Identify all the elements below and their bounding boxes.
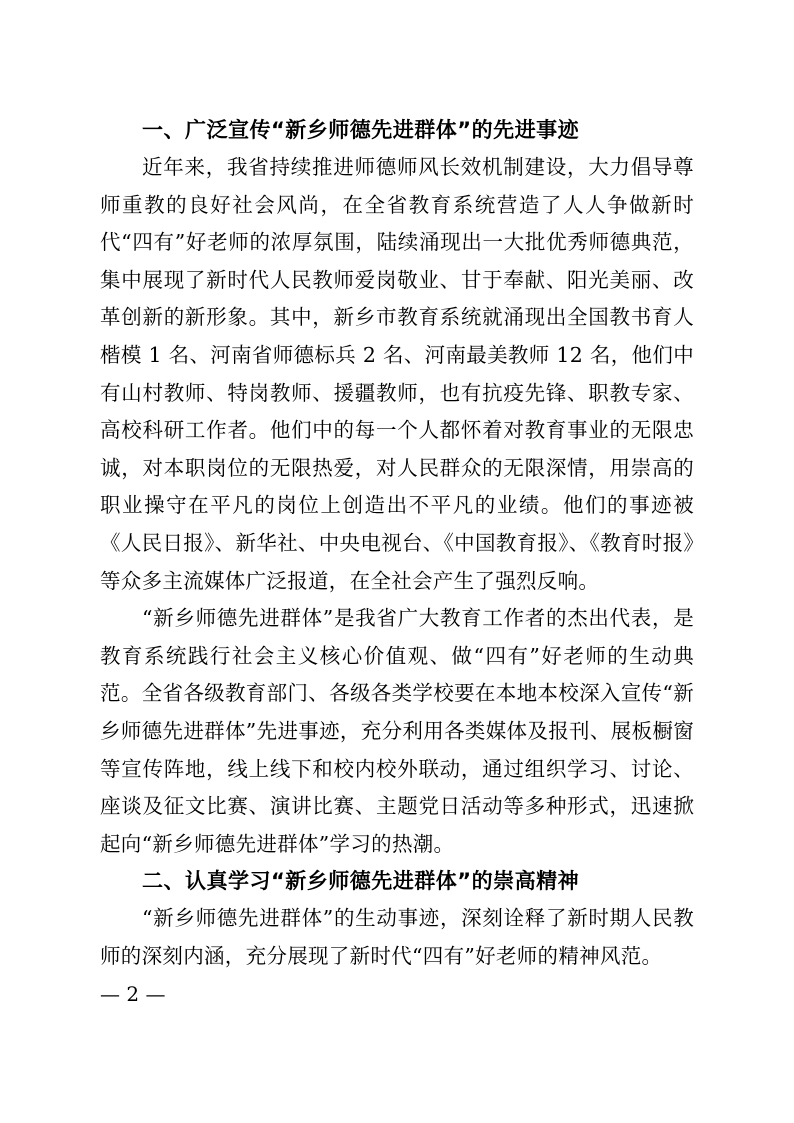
paragraph-3: “新乡师德先进群体”的生动事迹，深刻诠释了新时期人民教师的深刻内涵，充分展现了新时代“四有”好老师的精神风范。 (100, 906, 694, 968)
section-heading-1: 一、广泛宣传“新乡师德先进群体”的先进事迹 (142, 118, 580, 142)
paragraph-2: “新乡师德先进群体”是我省广大教育工作者的杰出代表，是教育系统践行社会主义核心价值观、做“四有”好老师的生动典范。全省各级教育部门、各级各类学校要在本地本校深入宣传“新乡师德先进群体”先进事迹，充分利用各类媒体及报刊、展板橱窗等宣传阵地，线上线下和校内校外联动，通过组织学习、讨论、座谈及征文比赛、演讲比赛、主题党日活动等多种形式，迅速掀起向“新乡师德先进群体”学习的热潮。 (100, 606, 694, 856)
section-heading-2: 二、认真学习“新乡师德先进群体”的崇高精神 (142, 869, 580, 894)
page-number: — 2 — (100, 982, 166, 1006)
document-page (100, 112, 694, 975)
paragraph-1: 近年来，我省持续推进师德师风长效机制建设，大力倡导尊师重教的良好社会风尚，在全省教育系统营造了人人争做新时代“四有”好老师的浓厚氛围，陆续涌现出一大批优秀师德典范，集中展现了新时代人民教师爱岗敬业、甘于奉献、阳光美丽、改革创新的新形象。其中，新乡市教育系统就涌现出全国教书育人楷模 1 名、河南省师德标兵 2 名、河南最美教师 12 名，他们中有山村教师、特岗教师、援疆教师，也有抗疫先锋、职教专家、高校科研工作者。他们中的每一个人都怀着对教育事业的无限忠诚，对本职岗位的无限热爱，对人民群众的无限深情，用崇高的职业操守在平凡的岗位上创造出不平凡的业绩。他们的事迹被《人民日报》、新华社、中央电视台、《中国教育报》、《教育时报》等众多主流媒体广泛报道，在全社会产生了强烈反响。 (100, 155, 694, 593)
